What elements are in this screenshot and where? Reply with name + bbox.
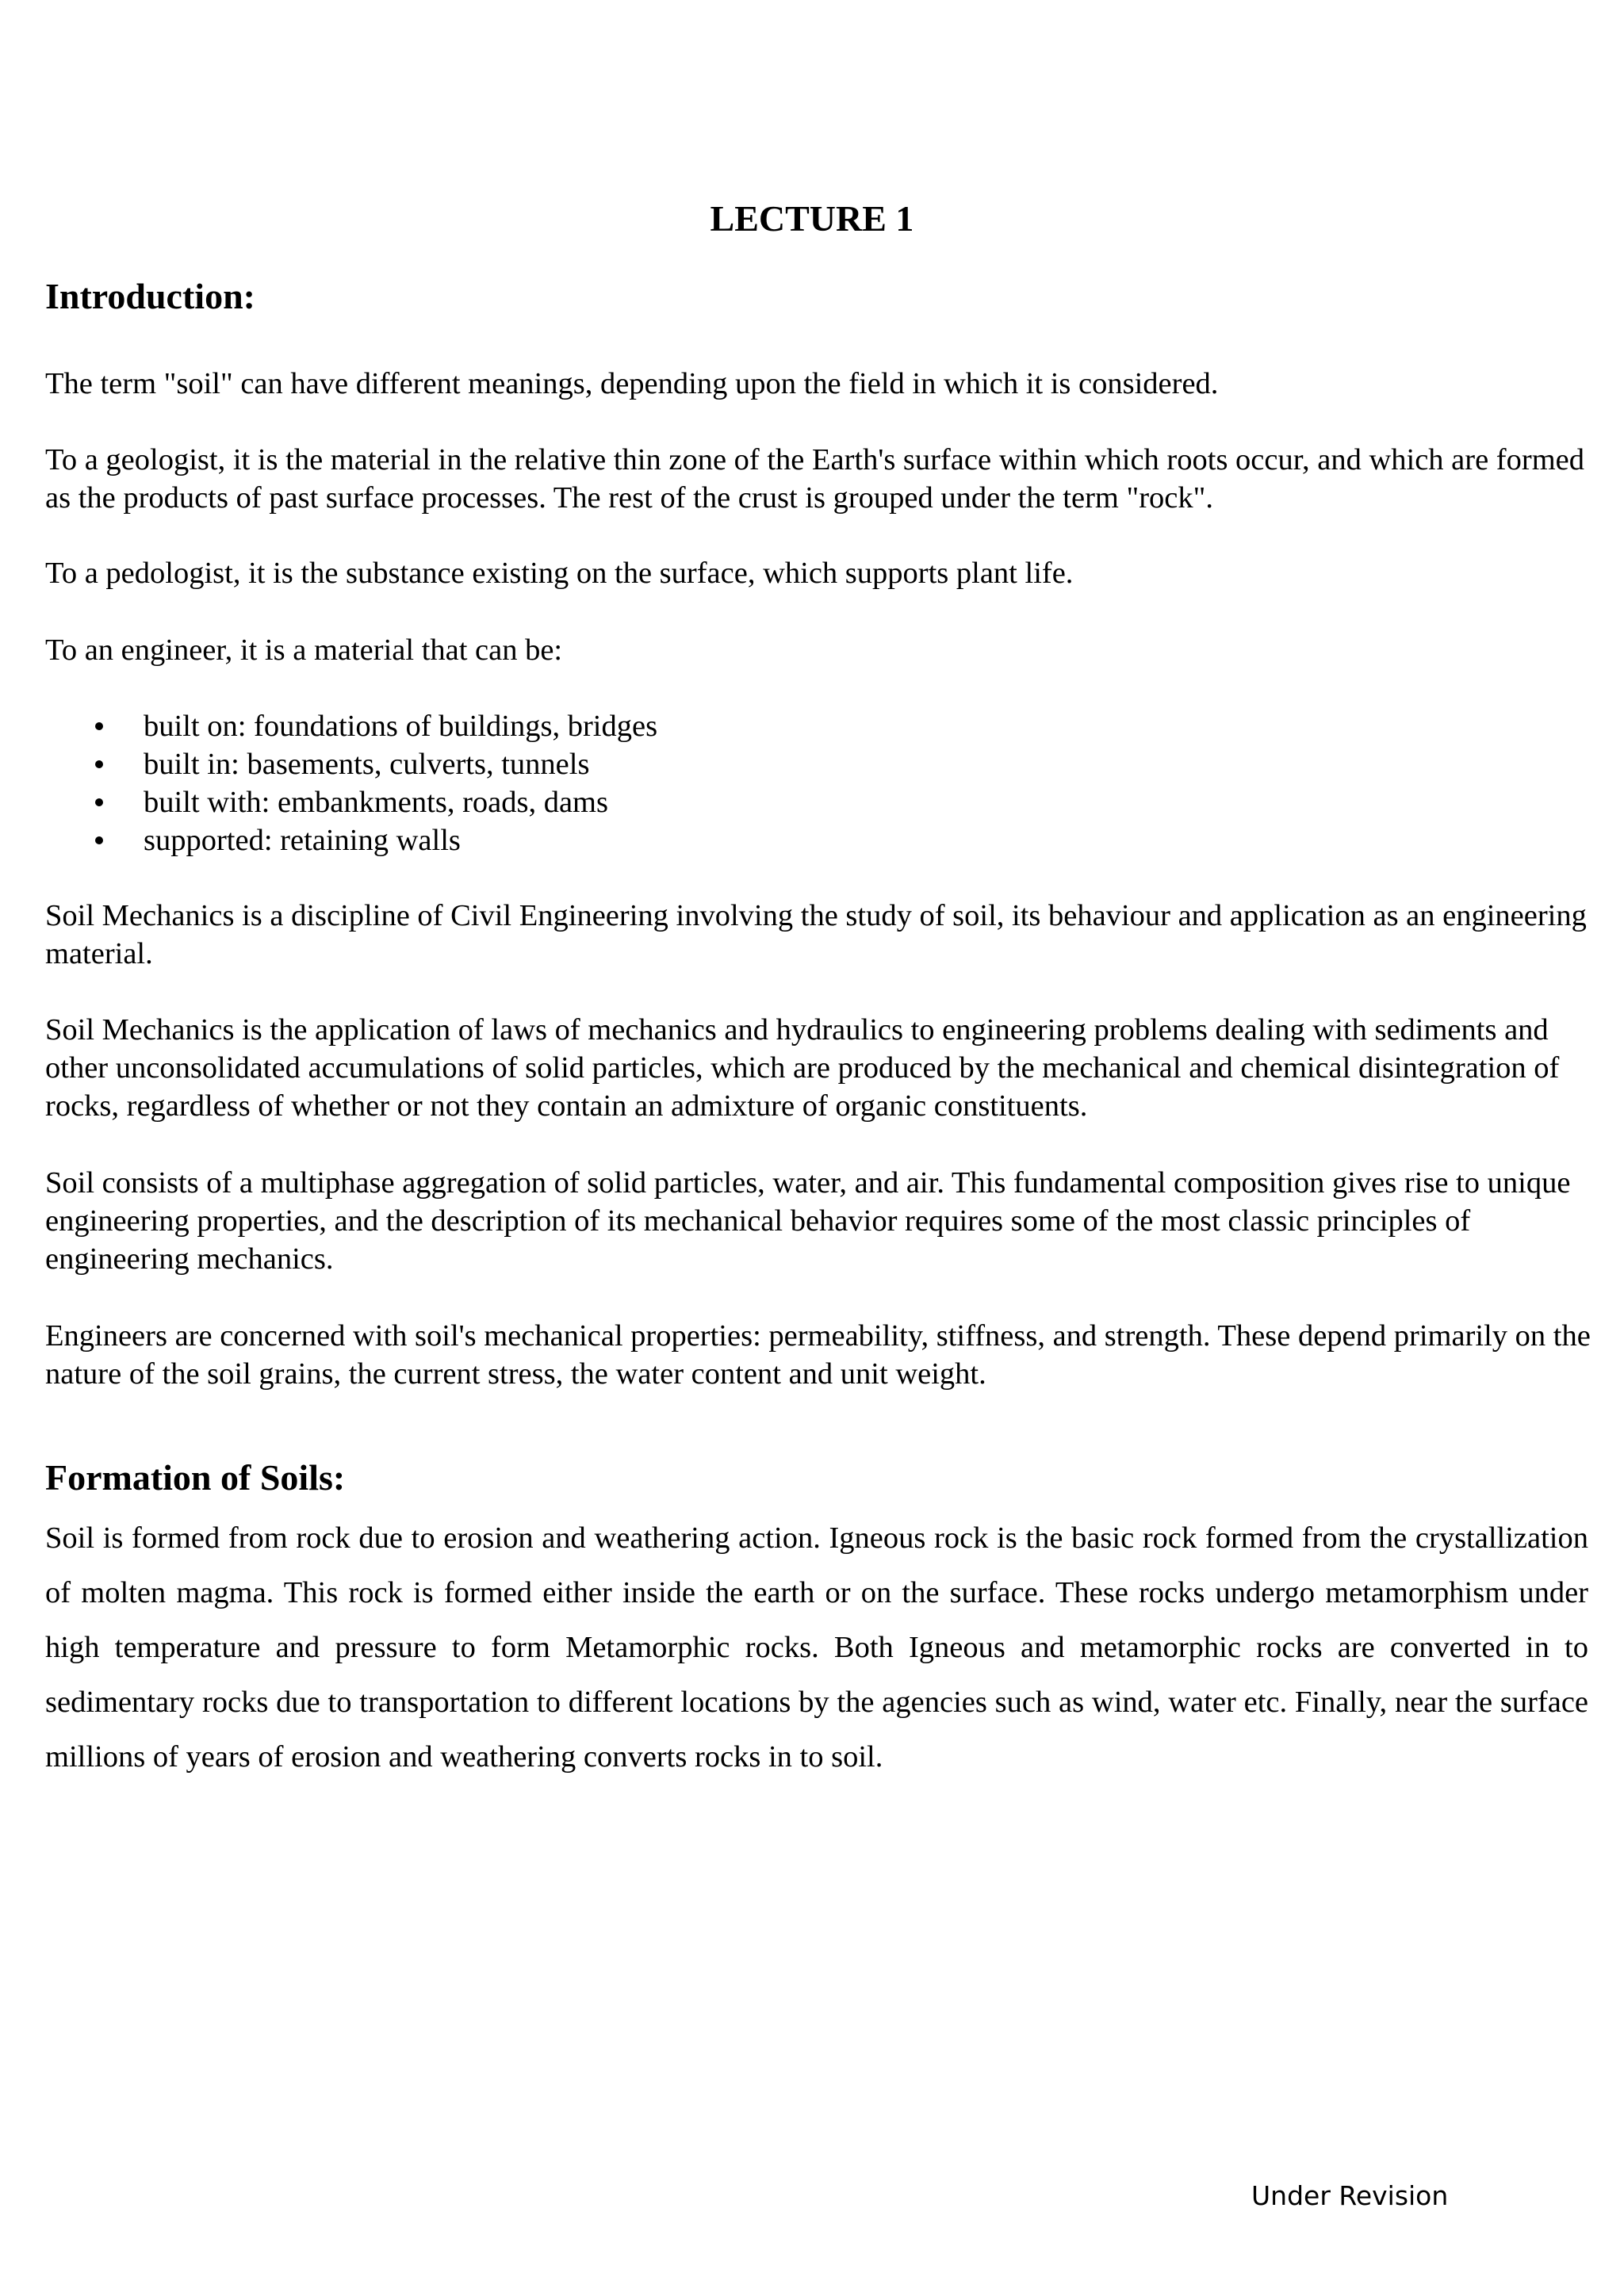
formation-paragraph: Soil is formed from rock due to erosion and weathering action. Igneous rock is the basic rock formed from the crystallization of molten magma. This rock is formed either inside the earth or on the surface. These rocks undergo metamorphism under high temperature and pressure to form Metamorphic rocks. Both Igneous and metamorphic rocks are converted in to sedimentary rocks due to transportation to different locations by the agencies such as wind, water etc. Finally, near the surface millions of years of erosion and weathering converts rocks in to soil. (45, 1521, 1588, 1774)
list-item (45, 783, 1552, 821)
introduction-heading: Introduction: (45, 276, 255, 316)
bullet-icon (95, 798, 103, 806)
intro-paragraph-8: Engineers are concerned with soil's mechanical properties: permeability, stiffness, and strength. These depend primarily on the nature of the soil grains, the current stress, the water content and unit weight. (45, 1319, 1591, 1391)
intro-paragraph-7: Soil consists of a multiphase aggregation of solid particles, water, and air. This fundamental composition gives rise to unique engineering properties, and the description of its mechanical behavior requires some of the most classic principles of engineering mechanics. (45, 1166, 1571, 1276)
bullet-icon (95, 722, 103, 730)
intro-paragraph-4: To an engineer, it is a material that can be: (45, 633, 563, 667)
list-item-text: supported: retaining walls (144, 824, 461, 857)
lecture-title: LECTURE 1 (710, 198, 914, 239)
list-item-text: built on: foundations of buildings, bridges (144, 710, 658, 743)
bullet-icon (95, 760, 103, 768)
intro-paragraph-2: To a geologist, it is the material in the relative thin zone of the Earth's surface within which roots occur, and which are formed as the products of past surface processes. The rest of the crust is grouped under the term "rock". (45, 443, 1584, 515)
intro-paragraph-3: To a pedologist, it is the substance existing on the surface, which supports plant life. (45, 557, 1074, 590)
engineer-use-list (45, 707, 1552, 859)
intro-paragraph-1: The term "soil" can have different meanings, depending upon the field in which it is considered. (45, 367, 1219, 400)
list-item (45, 707, 1552, 745)
revision-note: Under Revision (1251, 2180, 1449, 2211)
list-item (45, 745, 1552, 783)
list-item-text: built in: basements, culverts, tunnels (144, 748, 590, 781)
bullet-icon (95, 836, 103, 844)
list-item-text: built with: embankments, roads, dams (144, 786, 608, 819)
intro-paragraph-6: Soil Mechanics is the application of laws of mechanics and hydraulics to engineering problems dealing with sediments and other unconsolidated accumulations of solid particles, which are produced by the mechanical and chemical disintegration of rocks, regardless of whether or not they contain an admixture of organic constituents. (45, 1013, 1560, 1123)
formation-heading: Formation of Soils: (45, 1457, 346, 1498)
intro-paragraph-5: Soil Mechanics is a discipline of Civil Engineering involving the study of soil, its behaviour and application as an engineering material. (45, 899, 1587, 970)
list-item (45, 821, 1552, 859)
